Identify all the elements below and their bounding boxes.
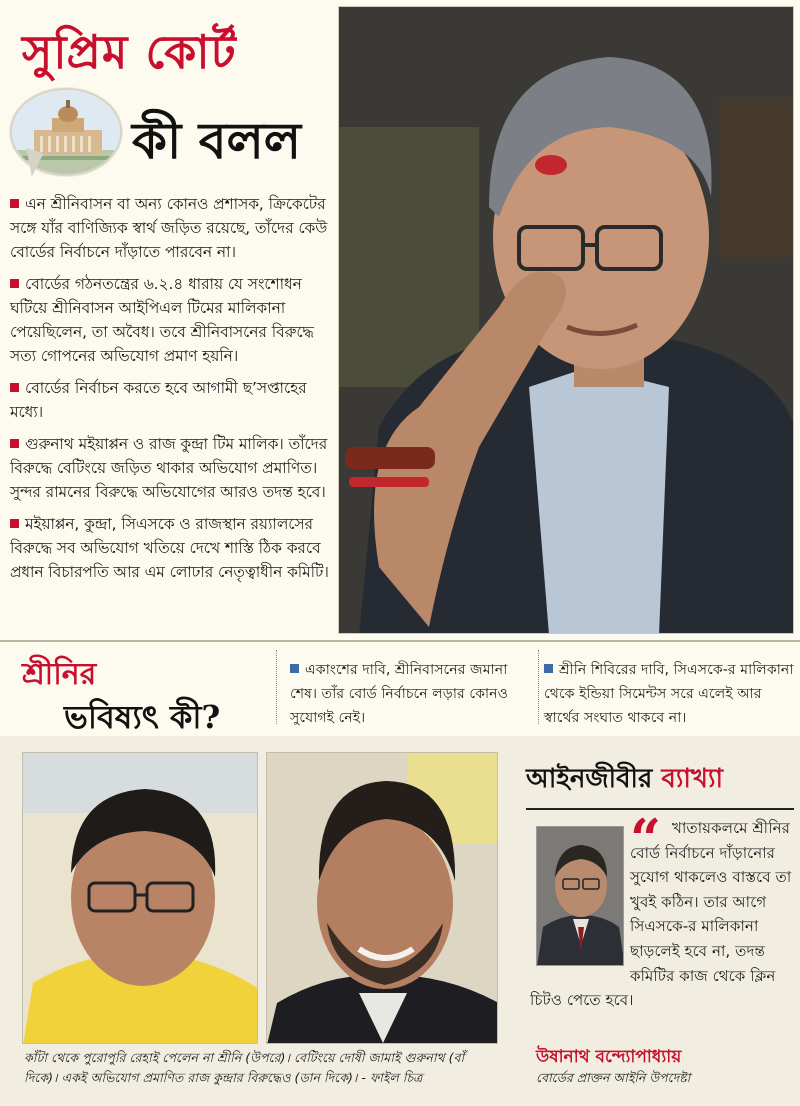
future-heading-line1: শ্রীনির — [22, 657, 97, 692]
verdict-point: বোর্ডের গঠনতন্ত্রের ৬.২.৪ ধারায় যে সংশোধন ঘটিয়ে শ্রীনিবাসন আইপিএল টিমের মালিকানা পেয়েছিলেন, তা অবৈধ। তবে শ্রীনিবাসনের বিরুদ্ধে সত্য গোপনের অভিযোগ প্রমাণ হয়নি। — [10, 275, 314, 365]
divider — [0, 640, 800, 642]
expert-title-part2: ব্যাখ্যা — [661, 764, 724, 794]
verdict-point: গুরুনাথ মইয়াপ্পন ও রাজ কুন্দ্রা টিম মালিক। তাঁদের বিরুদ্ধে বেটিংয়ে জড়িত থাকার অভিযোগ প্রমাণিত। সুন্দর রামনের বিরুদ্ধে অভিযোগের আরও তদন্ত হবে। — [10, 435, 328, 501]
verdict-points-list — [10, 192, 338, 592]
verdict-point: বোর্ডের নির্বাচন করতে হবে আগামী ছ’সপ্তাহের মধ্যে। — [10, 379, 307, 421]
claim-one: একাংশের দাবি, শ্রীনিবাসনের জমানা শেষ। তাঁর বোর্ড নির্বাচনে লড়ার কোনও সুযোগই নেই। — [290, 662, 509, 726]
verdict-point: মইয়াপ্পন, কুন্দ্রা, সিএসকে ও রাজস্থান রয়্যালসের বিরুদ্ধে সব অভিযোগ খতিয়ে দেখে শাস্তি ঠিক করবে প্রধান বিচারপতি আর এম লোঢার নেতৃত্বাধীন কমিটি। — [10, 515, 329, 581]
layout-spacer — [530, 816, 672, 840]
verdict-point: এন শ্রীনিবাসন বা অন্য কোনও প্রশাসক, ক্রিকেটের সঙ্গে যাঁর বাণিজ্যিক স্বার্থ জড়িত রয়েছে, তাঁদের কেউ বোর্ডের নির্বাচনে দাঁড়াতে পারবেন না। — [10, 195, 328, 261]
expert-title-part1: আইনজীবীর — [526, 764, 653, 794]
photo-caption: কাঁটা থেকে পুরোপুরি রেহাই পেলেন না শ্রীনি (উপরে)। বেটিংয়ে দোষী জামাই গুরুনাথ (বাঁ দিকে)। একই অভিযোগ প্রমাণিত রাজ কুন্দ্রার বিরুদ্ধেও (ডান দিকে)। - ফাইল চিত্র — [24, 1050, 465, 1085]
main-photo-srinivasan — [338, 6, 794, 634]
expert-role: বোর্ডের প্রাক্তন আইনি উপদেষ্টা — [536, 1070, 691, 1085]
expert-section-title — [526, 758, 794, 810]
red-square-bullet-icon — [10, 383, 19, 392]
photo-raj-kundra — [266, 752, 498, 1044]
photo-gurunath — [22, 752, 258, 1044]
expert-name: উষানাথ বন্দ্যোপাধ্যায় — [536, 1047, 682, 1067]
divider — [276, 650, 277, 724]
claim-two: শ্রীনি শিবিরের দাবি, সিএসকে-র মালিকানা থেকে ইন্ডিয়া সিমেন্টস সরে এলেই আর স্বার্থের সংঘাত থাকবে না। — [544, 662, 794, 726]
layout-spacer — [530, 840, 630, 970]
red-square-bullet-icon — [10, 199, 19, 208]
divider — [538, 650, 539, 724]
quote-mark-icon: “ — [630, 807, 662, 871]
blue-square-bullet-icon — [290, 664, 299, 673]
portrait-illustration — [267, 753, 498, 1044]
headline-supreme-court: সুপ্রিম কোর্ট — [22, 25, 237, 79]
portrait-illustration — [339, 7, 794, 634]
expert-quote: খাতায়কলমে শ্রীনির বোর্ড নির্বাচনে দাঁড়ানোর সুযোগ থাকলেও বাস্তবে তা খুবই কঠিন। তার আগে সিএসকে-র মালিকানা ছাড়লেই হবে না, তদন্ত কমিটির কাজ থেকে ক্লিন চিটও পেতে হবে। — [530, 816, 794, 1013]
headline-what-said: কী বলল — [132, 111, 302, 170]
future-heading-line2: ভবিষ্যৎ কী? — [64, 698, 221, 736]
portrait-illustration — [23, 753, 258, 1044]
red-square-bullet-icon — [10, 519, 19, 528]
red-square-bullet-icon — [10, 439, 19, 448]
red-square-bullet-icon — [10, 279, 19, 288]
blue-square-bullet-icon — [544, 664, 553, 673]
